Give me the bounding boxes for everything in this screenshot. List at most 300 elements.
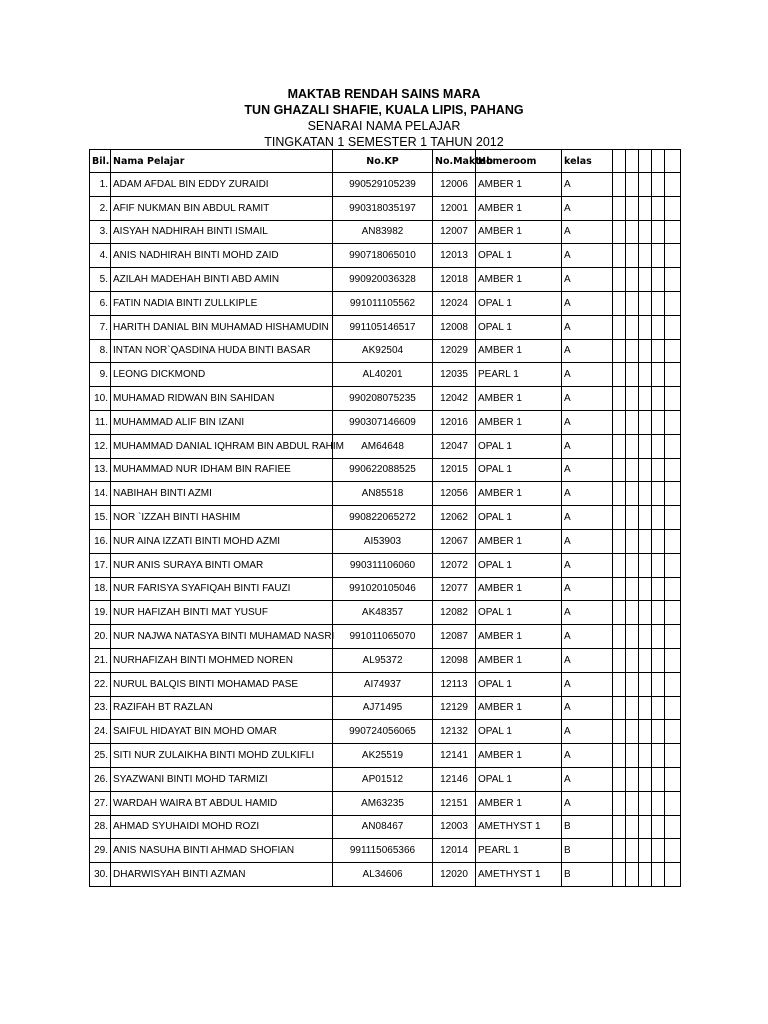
ic-number-cell: 991011065070 [333, 625, 433, 649]
homeroom-cell: AMBER 1 [476, 696, 562, 720]
empty-header-cell [665, 150, 681, 173]
class-cell: B [562, 863, 613, 887]
student-name-cell: ANIS NASUHA BINTI AHMAD SHOFIAN [111, 839, 333, 863]
empty-cell [665, 791, 681, 815]
student-name-cell: MUHAMMAD ALIF BIN IZANI [111, 410, 333, 434]
empty-cell [665, 244, 681, 268]
table-row [90, 434, 681, 458]
empty-cell [665, 363, 681, 387]
homeroom-cell: OPAL 1 [476, 767, 562, 791]
empty-cell [652, 339, 665, 363]
homeroom-cell: OPAL 1 [476, 244, 562, 268]
class-cell: A [562, 410, 613, 434]
empty-cell [652, 791, 665, 815]
empty-cell [652, 815, 665, 839]
ic-number-cell: 991020105046 [333, 577, 433, 601]
student-name-cell: ANIS NADHIRAH BINTI MOHD ZAID [111, 244, 333, 268]
row-number-cell: 20. [90, 625, 111, 649]
table-row [90, 220, 681, 244]
empty-cell [613, 625, 626, 649]
student-name-cell: INTAN NOR`QASDINA HUDA BINTI BASAR [111, 339, 333, 363]
empty-cell [665, 482, 681, 506]
empty-cell [665, 601, 681, 625]
empty-cell [639, 696, 652, 720]
empty-cell [639, 291, 652, 315]
table-row [90, 410, 681, 434]
ic-number-cell: AK25519 [333, 744, 433, 768]
row-number-cell: 26. [90, 767, 111, 791]
college-number-cell: 12015 [433, 458, 476, 482]
ic-number-cell: AL40201 [333, 363, 433, 387]
homeroom-cell: OPAL 1 [476, 506, 562, 530]
homeroom-cell: AMBER 1 [476, 220, 562, 244]
empty-cell [665, 506, 681, 530]
column-header-bil: Bil. [90, 150, 111, 173]
class-cell: A [562, 601, 613, 625]
list-title: SENARAI NAMA PELAJAR [307, 119, 461, 133]
empty-cell [665, 458, 681, 482]
empty-cell [626, 648, 639, 672]
empty-cell [626, 506, 639, 530]
student-name-cell: NUR AINA IZZATI BINTI MOHD AZMI [111, 529, 333, 553]
ic-number-cell: 990622088525 [333, 458, 433, 482]
class-cell: A [562, 173, 613, 197]
ic-number-cell: 990318035197 [333, 196, 433, 220]
class-cell: A [562, 220, 613, 244]
row-number-cell: 13. [90, 458, 111, 482]
college-number-cell: 12007 [433, 220, 476, 244]
empty-cell [626, 291, 639, 315]
empty-cell [613, 363, 626, 387]
empty-cell [652, 720, 665, 744]
homeroom-cell: OPAL 1 [476, 601, 562, 625]
list-subtitle: TINGKATAN 1 SEMESTER 1 TAHUN 2012 [264, 135, 504, 149]
empty-cell [626, 434, 639, 458]
homeroom-cell: AMETHYST 1 [476, 815, 562, 839]
empty-cell [665, 434, 681, 458]
table-row [90, 648, 681, 672]
empty-cell [652, 244, 665, 268]
empty-cell [652, 696, 665, 720]
class-cell: A [562, 744, 613, 768]
row-number-cell: 10. [90, 387, 111, 411]
column-header-name: Nama Pelajar [111, 150, 333, 173]
college-number-cell: 12013 [433, 244, 476, 268]
row-number-cell: 15. [90, 506, 111, 530]
empty-cell [652, 410, 665, 434]
class-cell: A [562, 315, 613, 339]
empty-cell [652, 387, 665, 411]
table-row [90, 672, 681, 696]
class-cell: B [562, 839, 613, 863]
college-number-cell: 12029 [433, 339, 476, 363]
homeroom-cell: AMBER 1 [476, 173, 562, 197]
empty-cell [613, 863, 626, 887]
college-number-cell: 12016 [433, 410, 476, 434]
empty-cell [613, 410, 626, 434]
table-row [90, 458, 681, 482]
empty-header-cell [639, 150, 652, 173]
student-name-cell: MUHAMMAD DANIAL IQHRAM BIN ABDUL RAHIM [111, 434, 333, 458]
empty-cell [639, 625, 652, 649]
empty-cell [613, 220, 626, 244]
empty-cell [613, 696, 626, 720]
table-row [90, 363, 681, 387]
empty-cell [626, 815, 639, 839]
row-number-cell: 30. [90, 863, 111, 887]
empty-cell [613, 720, 626, 744]
student-name-cell: NURHAFIZAH BINTI MOHMED NOREN [111, 648, 333, 672]
college-number-cell: 12056 [433, 482, 476, 506]
empty-cell [665, 410, 681, 434]
empty-cell [665, 220, 681, 244]
college-number-cell: 12014 [433, 839, 476, 863]
homeroom-cell: AMBER 1 [476, 648, 562, 672]
row-number-cell: 18. [90, 577, 111, 601]
empty-cell [652, 173, 665, 197]
homeroom-cell: OPAL 1 [476, 672, 562, 696]
empty-cell [613, 648, 626, 672]
college-number-cell: 12098 [433, 648, 476, 672]
empty-cell [613, 744, 626, 768]
empty-cell [665, 387, 681, 411]
homeroom-cell: AMBER 1 [476, 410, 562, 434]
class-cell: A [562, 577, 613, 601]
empty-cell [652, 648, 665, 672]
ic-number-cell: 990208075235 [333, 387, 433, 411]
class-cell: A [562, 363, 613, 387]
empty-cell [626, 625, 639, 649]
table-row [90, 839, 681, 863]
college-number-cell: 12042 [433, 387, 476, 411]
empty-cell [639, 173, 652, 197]
empty-cell [639, 767, 652, 791]
empty-cell [626, 529, 639, 553]
empty-cell [665, 173, 681, 197]
ic-number-cell: AN08467 [333, 815, 433, 839]
class-cell: A [562, 553, 613, 577]
column-header-kelas: kelas [562, 150, 613, 173]
student-name-cell: FATIN NADIA BINTI ZULLKIPLE [111, 291, 333, 315]
empty-cell [639, 815, 652, 839]
empty-cell [639, 529, 652, 553]
empty-cell [613, 506, 626, 530]
empty-cell [626, 244, 639, 268]
empty-cell [613, 529, 626, 553]
empty-cell [626, 863, 639, 887]
row-number-cell: 5. [90, 268, 111, 292]
empty-cell [665, 339, 681, 363]
empty-cell [652, 601, 665, 625]
homeroom-cell: OPAL 1 [476, 315, 562, 339]
empty-cell [652, 220, 665, 244]
school-location: TUN GHAZALI SHAFIE, KUALA LIPIS, PAHANG [244, 103, 524, 117]
table-row [90, 339, 681, 363]
empty-cell [665, 648, 681, 672]
student-name-cell: SITI NUR ZULAIKHA BINTI MOHD ZULKIFLI [111, 744, 333, 768]
ic-number-cell: AK48357 [333, 601, 433, 625]
empty-cell [665, 863, 681, 887]
homeroom-cell: PEARL 1 [476, 839, 562, 863]
empty-cell [626, 387, 639, 411]
empty-cell [665, 720, 681, 744]
college-number-cell: 12151 [433, 791, 476, 815]
row-number-cell: 25. [90, 744, 111, 768]
table-row [90, 863, 681, 887]
school-name: MAKTAB RENDAH SAINS MARA [287, 87, 481, 101]
empty-cell [665, 291, 681, 315]
student-name-cell: NUR NAJWA NATASYA BINTI MUHAMAD NASRI [111, 625, 333, 649]
empty-cell [652, 839, 665, 863]
empty-cell [613, 482, 626, 506]
college-number-cell: 12003 [433, 815, 476, 839]
student-name-cell: NURUL BALQIS BINTI MOHAMAD PASE [111, 672, 333, 696]
empty-cell [639, 863, 652, 887]
college-number-cell: 12087 [433, 625, 476, 649]
empty-header-cell [652, 150, 665, 173]
homeroom-cell: AMBER 1 [476, 791, 562, 815]
empty-cell [639, 839, 652, 863]
student-table [89, 149, 681, 887]
student-name-cell: NUR HAFIZAH BINTI MAT YUSUF [111, 601, 333, 625]
empty-cell [652, 625, 665, 649]
student-name-cell: NABIHAH BINTI AZMI [111, 482, 333, 506]
table-row [90, 173, 681, 197]
student-name-cell: AZILAH MADEHAH BINTI ABD AMIN [111, 268, 333, 292]
student-name-cell: MUHAMAD RIDWAN BIN SAHIDAN [111, 387, 333, 411]
row-number-cell: 29. [90, 839, 111, 863]
college-number-cell: 12082 [433, 601, 476, 625]
college-number-cell: 12129 [433, 696, 476, 720]
column-header-kp: No.KP [333, 150, 433, 173]
table-row [90, 196, 681, 220]
row-number-cell: 28. [90, 815, 111, 839]
college-number-cell: 12018 [433, 268, 476, 292]
college-number-cell: 12035 [433, 363, 476, 387]
empty-cell [639, 268, 652, 292]
empty-cell [626, 482, 639, 506]
college-number-cell: 12072 [433, 553, 476, 577]
empty-cell [652, 553, 665, 577]
empty-cell [639, 744, 652, 768]
class-cell: A [562, 625, 613, 649]
empty-cell [639, 387, 652, 411]
empty-cell [652, 506, 665, 530]
class-cell: A [562, 529, 613, 553]
empty-cell [639, 315, 652, 339]
empty-cell [613, 839, 626, 863]
row-number-cell: 11. [90, 410, 111, 434]
student-name-cell: MUHAMMAD NUR IDHAM BIN RAFIEE [111, 458, 333, 482]
document-header [0, 86, 768, 150]
empty-cell [652, 577, 665, 601]
empty-cell [626, 577, 639, 601]
student-name-cell: NOR `IZZAH BINTI HASHIM [111, 506, 333, 530]
row-number-cell: 23. [90, 696, 111, 720]
college-number-cell: 12132 [433, 720, 476, 744]
row-number-cell: 27. [90, 791, 111, 815]
ic-number-cell: AK92504 [333, 339, 433, 363]
empty-cell [665, 744, 681, 768]
row-number-cell: 8. [90, 339, 111, 363]
class-cell: A [562, 387, 613, 411]
empty-header-cell [626, 150, 639, 173]
homeroom-cell: AMBER 1 [476, 196, 562, 220]
empty-cell [613, 434, 626, 458]
empty-cell [665, 196, 681, 220]
homeroom-cell: AMBER 1 [476, 339, 562, 363]
homeroom-cell: AMBER 1 [476, 529, 562, 553]
college-number-cell: 12067 [433, 529, 476, 553]
row-number-cell: 16. [90, 529, 111, 553]
table-row [90, 506, 681, 530]
column-header-maktab: No.Maktab [433, 150, 476, 173]
row-number-cell: 21. [90, 648, 111, 672]
empty-cell [665, 315, 681, 339]
column-header-homeroom: Homeroom [476, 150, 562, 173]
empty-cell [626, 553, 639, 577]
ic-number-cell: 990718065010 [333, 244, 433, 268]
student-name-cell: AHMAD SYUHAIDI MOHD ROZI [111, 815, 333, 839]
empty-cell [652, 744, 665, 768]
homeroom-cell: PEARL 1 [476, 363, 562, 387]
empty-cell [639, 577, 652, 601]
college-number-cell: 12008 [433, 315, 476, 339]
empty-cell [639, 196, 652, 220]
row-number-cell: 12. [90, 434, 111, 458]
homeroom-cell: AMETHYST 1 [476, 863, 562, 887]
table-row [90, 291, 681, 315]
ic-number-cell: AN83982 [333, 220, 433, 244]
empty-cell [639, 601, 652, 625]
class-cell: A [562, 767, 613, 791]
empty-cell [652, 268, 665, 292]
empty-cell [626, 791, 639, 815]
empty-cell [652, 482, 665, 506]
student-name-cell: NUR ANIS SURAYA BINTI OMAR [111, 553, 333, 577]
homeroom-cell: AMBER 1 [476, 387, 562, 411]
college-number-cell: 12020 [433, 863, 476, 887]
ic-number-cell: 990920036328 [333, 268, 433, 292]
table-row [90, 244, 681, 268]
empty-cell [665, 672, 681, 696]
student-name-cell: ADAM AFDAL BIN EDDY ZURAIDI [111, 173, 333, 197]
empty-cell [652, 529, 665, 553]
college-number-cell: 12077 [433, 577, 476, 601]
empty-cell [626, 410, 639, 434]
empty-cell [626, 767, 639, 791]
table-row [90, 387, 681, 411]
empty-cell [665, 815, 681, 839]
empty-cell [639, 220, 652, 244]
homeroom-cell: AMBER 1 [476, 625, 562, 649]
table-row [90, 767, 681, 791]
table-header-row [90, 150, 681, 173]
row-number-cell: 2. [90, 196, 111, 220]
student-name-cell: AISYAH NADHIRAH BINTI ISMAIL [111, 220, 333, 244]
empty-cell [665, 767, 681, 791]
empty-cell [626, 458, 639, 482]
ic-number-cell: AN85518 [333, 482, 433, 506]
ic-number-cell: AJ71495 [333, 696, 433, 720]
empty-cell [613, 815, 626, 839]
empty-cell [639, 434, 652, 458]
ic-number-cell: AI53903 [333, 529, 433, 553]
empty-cell [613, 577, 626, 601]
table-row [90, 577, 681, 601]
ic-number-cell: AL34606 [333, 863, 433, 887]
class-cell: A [562, 458, 613, 482]
empty-cell [639, 458, 652, 482]
ic-number-cell: AL95372 [333, 648, 433, 672]
table-row [90, 696, 681, 720]
empty-cell [626, 839, 639, 863]
row-number-cell: 14. [90, 482, 111, 506]
table-row [90, 744, 681, 768]
homeroom-cell: AMBER 1 [476, 577, 562, 601]
class-cell: A [562, 791, 613, 815]
row-number-cell: 7. [90, 315, 111, 339]
ic-number-cell: 990529105239 [333, 173, 433, 197]
table-row [90, 268, 681, 292]
homeroom-cell: OPAL 1 [476, 291, 562, 315]
empty-cell [639, 339, 652, 363]
table-row [90, 601, 681, 625]
row-number-cell: 17. [90, 553, 111, 577]
student-name-cell: NUR FARISYA SYAFIQAH BINTI FAUZI [111, 577, 333, 601]
empty-cell [639, 410, 652, 434]
empty-cell [613, 173, 626, 197]
row-number-cell: 1. [90, 173, 111, 197]
row-number-cell: 4. [90, 244, 111, 268]
college-number-cell: 12141 [433, 744, 476, 768]
college-number-cell: 12024 [433, 291, 476, 315]
empty-header-cell [613, 150, 626, 173]
empty-cell [639, 791, 652, 815]
homeroom-cell: OPAL 1 [476, 434, 562, 458]
student-name-cell: SAIFUL HIDAYAT BIN MOHD OMAR [111, 720, 333, 744]
class-cell: B [562, 815, 613, 839]
row-number-cell: 3. [90, 220, 111, 244]
empty-cell [626, 696, 639, 720]
class-cell: A [562, 339, 613, 363]
empty-cell [652, 672, 665, 696]
empty-cell [626, 672, 639, 696]
empty-cell [626, 220, 639, 244]
class-cell: A [562, 268, 613, 292]
student-name-cell: WARDAH WAIRA BT ABDUL HAMID [111, 791, 333, 815]
student-name-cell: SYAZWANI BINTI MOHD TARMIZI [111, 767, 333, 791]
empty-cell [613, 767, 626, 791]
table-row [90, 625, 681, 649]
ic-number-cell: 990724056065 [333, 720, 433, 744]
student-name-cell: AFIF NUKMAN BIN ABDUL RAMIT [111, 196, 333, 220]
ic-number-cell: 990311106060 [333, 553, 433, 577]
empty-cell [652, 291, 665, 315]
class-cell: A [562, 291, 613, 315]
empty-cell [639, 672, 652, 696]
empty-cell [613, 196, 626, 220]
empty-cell [652, 767, 665, 791]
ic-number-cell: 990307146609 [333, 410, 433, 434]
ic-number-cell: 991115065366 [333, 839, 433, 863]
homeroom-cell: AMBER 1 [476, 482, 562, 506]
college-number-cell: 12001 [433, 196, 476, 220]
empty-cell [626, 601, 639, 625]
class-cell: A [562, 196, 613, 220]
college-number-cell: 12113 [433, 672, 476, 696]
homeroom-cell: AMBER 1 [476, 268, 562, 292]
